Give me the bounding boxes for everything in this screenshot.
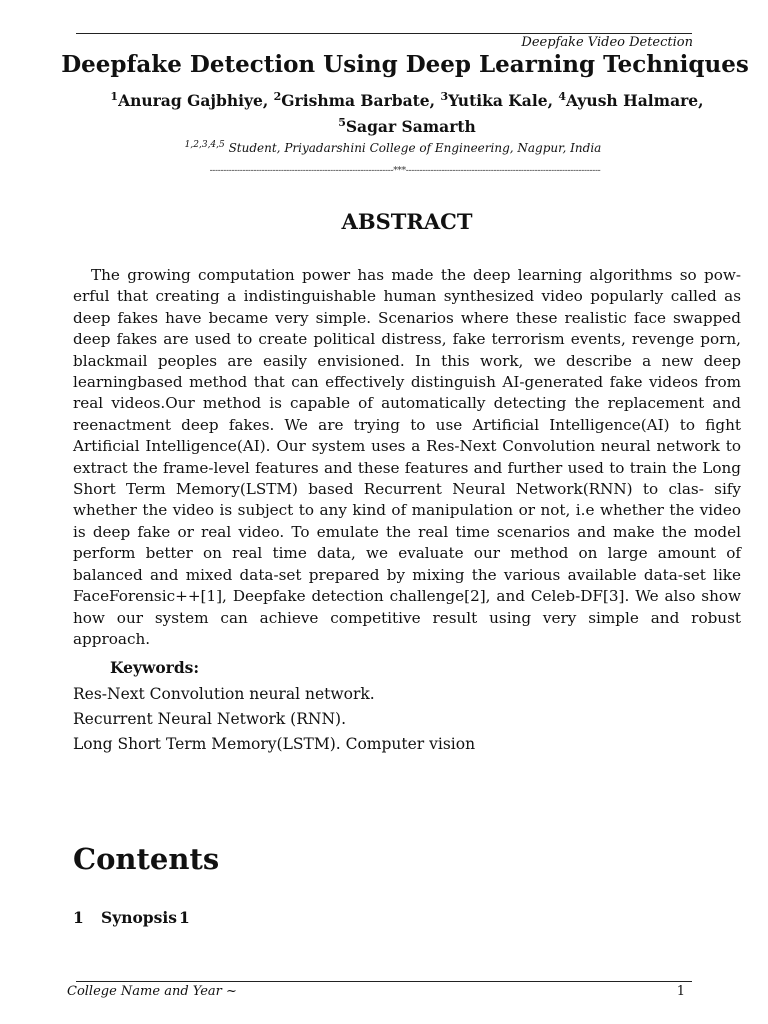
toc-entry-title: Synopsis [101, 908, 177, 927]
author-number: 4 [558, 90, 567, 103]
keyword-list [73, 682, 475, 757]
author-number: 2 [273, 90, 282, 103]
author-number: 1 [110, 90, 119, 103]
author-name: Grishma Barbate [281, 91, 430, 111]
keywords-heading: Keywords: [110, 658, 200, 677]
abstract-heading: ABSTRACT [341, 209, 473, 234]
keyword-item: Recurrent Neural Network (RNN). [73, 710, 346, 728]
affiliation [100, 140, 686, 155]
separator-line: -------------------------------------------------------------------***----------------------------------------------------------------------- [209, 166, 601, 176]
author-name: Sagar Samarth [345, 117, 476, 137]
affiliation-numbers: 1,2,3,4,5 [184, 140, 225, 150]
author-name: Ayush Halmare [566, 91, 699, 111]
author-number: 3 [440, 90, 449, 103]
page-number: 1 [676, 984, 685, 999]
author-number: 5 [338, 116, 346, 130]
running-head: Deepfake Video Detection [521, 35, 693, 50]
footer-rule [76, 981, 692, 982]
paper-title: Deepfake Detection Using Deep Learning Techniques [61, 51, 749, 78]
affiliation-text: Student, Priyadarshini College of Engineering, Nagpur, India [228, 141, 602, 155]
toc-entry[interactable] [73, 908, 190, 927]
author-name: Yutika Kale [448, 91, 548, 111]
keyword-item: Res-Next Convolution neural network. [73, 685, 375, 703]
abstract-body: The growing computation power has made the deep learning algorithms so pow- erful that creating a indistinguishable human synthesized video popularly called as deep fakes have became very simple. Scenarios where these realistic face swapped deep fakes are used to create political distress, fake terrorism events, revenge porn, blackmail peoples are easily envisioned. In this work, we describe a new deep learningbased method that can effectively distinguish AI-generated fake videos from real videos.Our method is capable of automatically detecting the replacement and reenactment deep fakes. We are trying to use Artificial Intelligence(AI) to fight Artificial Intelligence(AI). Our system uses a Res-Next Convolution neural network to extract the frame-level features and these features and further used to train the Long Short Term Memory(LSTM) based Recurrent Neural Network(RNN) to clas- sify whether the video is subject to any kind of manipulation or not, i.e whether the video is deep fake or real video. To emulate the real time scenarios and make the model perform better on real time data, we evaluate our method on large amount of balanced and mixed data-set prepared by mixing the various available data-set like FaceForensic++[1], Deepfake detection challenge[2], and Celeb-DF[3]. We also show how our system can achieve competitive result using very simple and robust approach. [73, 266, 741, 648]
author-list: $^1$Anurag Gajbhiye, $^2$Grishma Barbate, $^3$Yutika Kale, $^4$Ayush Halmare, $^5$Sagar Samarth [110, 90, 704, 137]
header-rule [76, 33, 692, 34]
footer-text: College Name and Year ~ [67, 984, 237, 999]
contents-heading: Contents [73, 842, 220, 876]
keyword-item: Long Short Term Memory(LSTM). Computer vision [73, 735, 476, 753]
author-name: Anurag Gajbhiye [118, 91, 263, 111]
toc-entry-page: 1 [179, 908, 190, 927]
toc-entry-number: 1 [73, 908, 84, 927]
